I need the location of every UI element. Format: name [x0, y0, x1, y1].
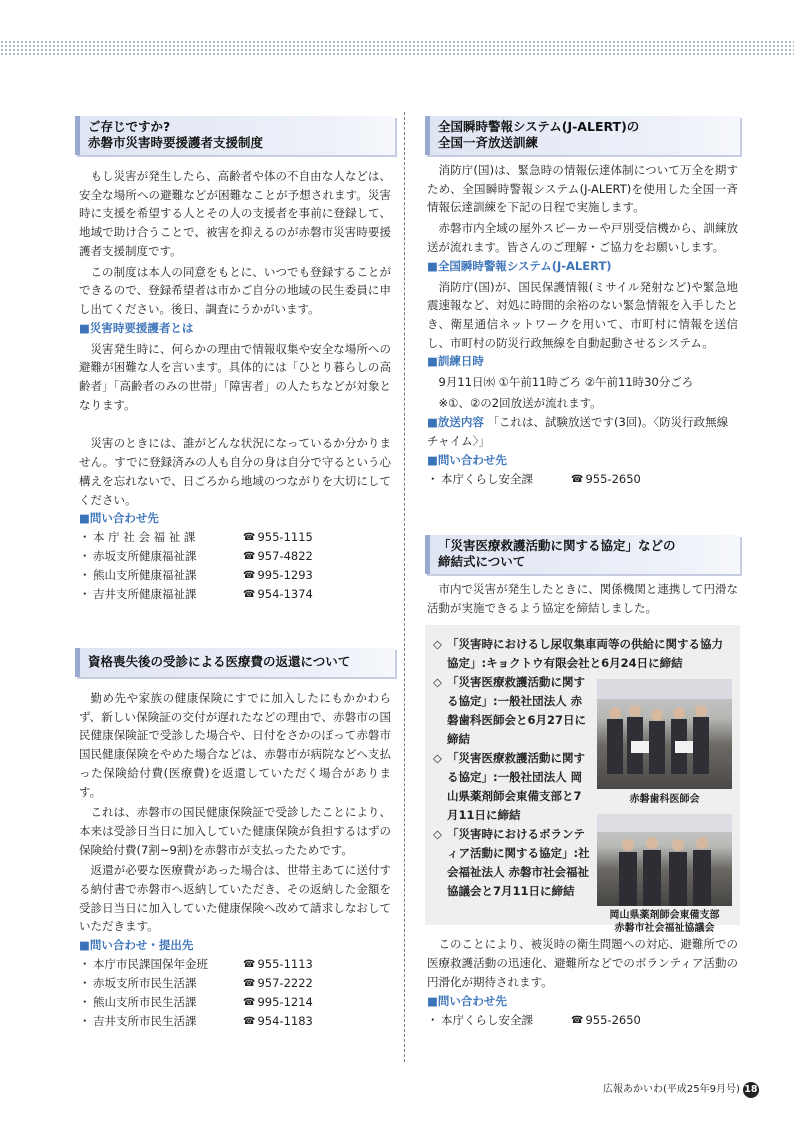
contact-tel: 995-1214 — [257, 995, 313, 1010]
list-item — [79, 547, 391, 566]
contact-name: ・ 本 庁 社 会 福 祉 課 — [93, 530, 196, 545]
subheading: ■災害時要援護者とは — [79, 320, 194, 335]
broadcast-text: 「これは、試験放送です(3回)。〈防災行政無線チャイム〉」 — [427, 414, 729, 448]
heading-line-2: 締結式について — [438, 554, 526, 569]
phone-icon: ☎ — [243, 1016, 256, 1028]
paragraph: 勤め先や家族の健康保険にすでに加入したにもかかわらず、新しい保険証の交付が遅れたなどの理由で、赤磐市の国民健康保険証で受診した場合や、日付をさかのぼって赤磐市国民健康保険をやめた場合などは、赤磐市が病院などへ支払った保険給付費(医療費)を返還していただく場合があります。 — [79, 691, 391, 799]
subheading: ■問い合わせ先 — [427, 452, 507, 467]
list-item — [79, 566, 391, 585]
contact-name: ・ 吉井支所健康福祉課 — [93, 587, 197, 602]
phone-icon: ☎ — [243, 589, 256, 601]
section-medical-refund — [75, 648, 395, 1031]
photo-caption: 岡山県薬剤師会東備支部 — [609, 910, 720, 922]
list-item — [79, 974, 391, 993]
contact-list — [79, 955, 391, 1031]
agreement-item: ◇ 「災害時におけるボランティア活動に関する協定」:社会福祉法人 赤磐市社会福祉協議会と7月11日に締結 — [433, 825, 591, 901]
ceremony-photo-dental — [597, 679, 732, 789]
photo-caption: 赤磐市社会福祉協議会 — [614, 923, 715, 935]
contact-tel: 955-1115 — [257, 530, 313, 545]
subheading: ■訓練日時 — [427, 354, 484, 369]
heading-line-1: 資格喪失後の受診による医療費の返還について — [88, 654, 351, 669]
phone-icon: ☎ — [243, 532, 256, 544]
paragraph: この制度は本人の同意をもとに、いつでも登録することができるので、登録希望者は市かご自分の地域の民生委員に申し出てください。後日、調査にうかがいます。 — [79, 264, 391, 316]
paragraph: 災害のときには、誰がどんな状況になっているか分かりません。すでに登録済みの人も自分の身は自分で守るという心構えを忘れないで、日ごろから地域のつながりを大切にしてください。 — [79, 436, 391, 507]
heading-line-1: ご存じですか? — [88, 119, 171, 134]
phone-icon: ☎ — [243, 997, 256, 1009]
contact-name: ・ 熊山支所健康福祉課 — [93, 568, 197, 583]
schedule-line: 9月11日㈬ ①午前11時ごろ ②午前11時30分ごろ — [438, 375, 694, 390]
contact-tel: 954-1183 — [257, 1014, 313, 1029]
section-heading — [75, 116, 395, 155]
section-heading — [425, 116, 740, 155]
contact-name: ・ 本庁くらし安全課 — [441, 471, 533, 486]
paragraph: これは、赤磐市の国民健康保険証で受診したことにより、本来は受診日当日に加入していた健康保険が負担するはずの保険給付費(7割~9割)を赤磐市が支払ったためです。 — [79, 805, 391, 857]
ceremony-photo-pharma — [597, 814, 732, 906]
broadcast-content — [427, 413, 738, 451]
paragraph: 返還が必要な医療費があった場合は、世帯主あてに送付する納付書で赤磐市へ返納していただき、その返納した金額を受診日当日に加入していた健康保険へ改めて請求しなおしていただきます。 — [79, 863, 391, 934]
contact-tel: 957-2222 — [257, 976, 313, 991]
column-divider — [404, 112, 405, 1062]
paragraph: 赤磐市内全域の屋外スピーカーや戸別受信機から、訓練放送が流れます。皆さんのご理解・ご協力をお願いします。 — [427, 221, 738, 254]
heading-line-2: 赤磐市災害時要援護者支援制度 — [88, 135, 264, 150]
contact-tel: 995-1293 — [257, 568, 313, 583]
contact-tel: 955-2650 — [585, 471, 641, 486]
list-item — [79, 955, 391, 974]
section-heading — [75, 648, 395, 677]
heading-line-1: 「災害医療救護活動に関する協定」などの — [438, 538, 676, 553]
list-item — [79, 1012, 391, 1031]
paragraph: 市内で災害が発生したときに、関係機関と連携して円滑な活動が実施できるよう協定を締結しました。 — [427, 582, 738, 615]
section-heading — [425, 535, 740, 574]
phone-icon: ☎ — [243, 551, 256, 563]
contact-tel: 955-1113 — [257, 957, 313, 972]
header-dot-band — [0, 40, 794, 56]
page-footer — [603, 1080, 759, 1098]
phone-icon: ☎ — [243, 959, 256, 971]
subheading: ■放送内容 — [427, 414, 484, 429]
list-item — [79, 528, 391, 547]
paragraph: もし災害が発生したら、高齢者や体の不自由な人などは、安全な場所への避難などが困難なことが予想されます。災害時に支援を希望する人とその人の支援者を事前に登録して、地域で助け合うことで、被害を抑えるのが赤磐市災害時要援護者支援制度です。 — [79, 169, 391, 258]
list-item — [79, 585, 391, 604]
contact-name: ・ 本庁くらし安全課 — [441, 1012, 533, 1027]
agreement-item: ◇ 「災害医療救護活動に関する協定」:一般社団法人 赤磐歯科医師会と6月27日に締結 — [433, 673, 591, 749]
contact-tel: 955-2650 — [585, 1012, 641, 1027]
paragraph: このことにより、被災時の衛生問題への対応、避難所での医療救護活動の迅速化、避難所などでのボランティア活動の円滑化が期待されます。 — [427, 937, 738, 989]
section-disaster-support — [75, 116, 395, 604]
contact-name: ・ 赤坂支所市民生活課 — [93, 976, 197, 991]
section-jalert — [425, 116, 740, 489]
contact-name: ・ 吉井支所市民生活課 — [93, 1014, 197, 1029]
phone-icon: ☎ — [243, 978, 256, 990]
subheading: ■問い合わせ先 — [79, 511, 159, 526]
paragraph: 消防庁(国)が、国民保護情報(ミサイル発射など)や緊急地震速報など、対処に時間的余裕のない緊急情報を入手したとき、衛星通信ネットワークを用いて、市町村に情報を送信し、市町村の防災行政無線を自動起動させるシステム。 — [427, 279, 738, 350]
subheading: ■問い合わせ・提出先 — [79, 938, 194, 953]
contact-name: ・ 本庁市民課国保年金班 — [93, 957, 208, 972]
contact-tel: 954-1374 — [257, 587, 313, 602]
list-item — [427, 470, 738, 489]
contact-list — [79, 528, 391, 604]
paragraph: 消防庁(国)は、緊急時の情報伝達体制について万全を期すため、全国瞬時警報システム(J-ALERT)を使用した全国一斉情報伝達訓練を下記の日程で実施します。 — [427, 163, 738, 215]
phone-icon: ☎ — [571, 1014, 584, 1026]
list-item — [427, 1011, 738, 1030]
subheading: ■問い合わせ先 — [427, 993, 507, 1008]
contact-name: ・ 赤坂支所健康福祉課 — [93, 549, 197, 564]
paragraph: 災害発生時に、何らかの理由で情報収集や安全な場所への避難が困難な人を言います。具体的には「ひとり暮らしの高齢者」「高齢者のみの世帯」「障害者」の人たちなどが対象となります。 — [79, 341, 391, 412]
schedule-note: ※①、②の2回放送が流れます。 — [438, 396, 602, 411]
publication-name: 広報あかいわ(平成25年9月号) — [603, 1084, 740, 1095]
subheading: ■全国瞬時警報システム(J-ALERT) — [427, 258, 612, 273]
list-item — [79, 993, 391, 1012]
page-number: 18 — [743, 1082, 759, 1098]
agreement-box — [425, 625, 740, 935]
phone-icon: ☎ — [571, 473, 584, 485]
agreement-item: ◇ 「災害医療救護活動に関する協定」:一般社団法人 岡山県薬剤師会東備支部と7月11日に締結 — [433, 749, 591, 825]
heading-line-2: 全国一斉放送訓練 — [438, 135, 539, 150]
section-agreements — [425, 535, 740, 1030]
photo-figures — [597, 814, 732, 906]
photo-figures — [597, 679, 732, 789]
agreement-item: ◇ 「災害時におけるし尿収集車両等の供給に関する協力協定」:キョクトウ有限会社と6月24日に締結 — [433, 635, 723, 673]
phone-icon: ☎ — [243, 570, 256, 582]
contact-name: ・ 熊山支所市民生活課 — [93, 995, 197, 1010]
photo-caption: 赤磐歯科医師会 — [629, 794, 700, 806]
contact-tel: 957-4822 — [257, 549, 313, 564]
heading-line-1: 全国瞬時警報システム(J-ALERT)の — [438, 119, 640, 134]
